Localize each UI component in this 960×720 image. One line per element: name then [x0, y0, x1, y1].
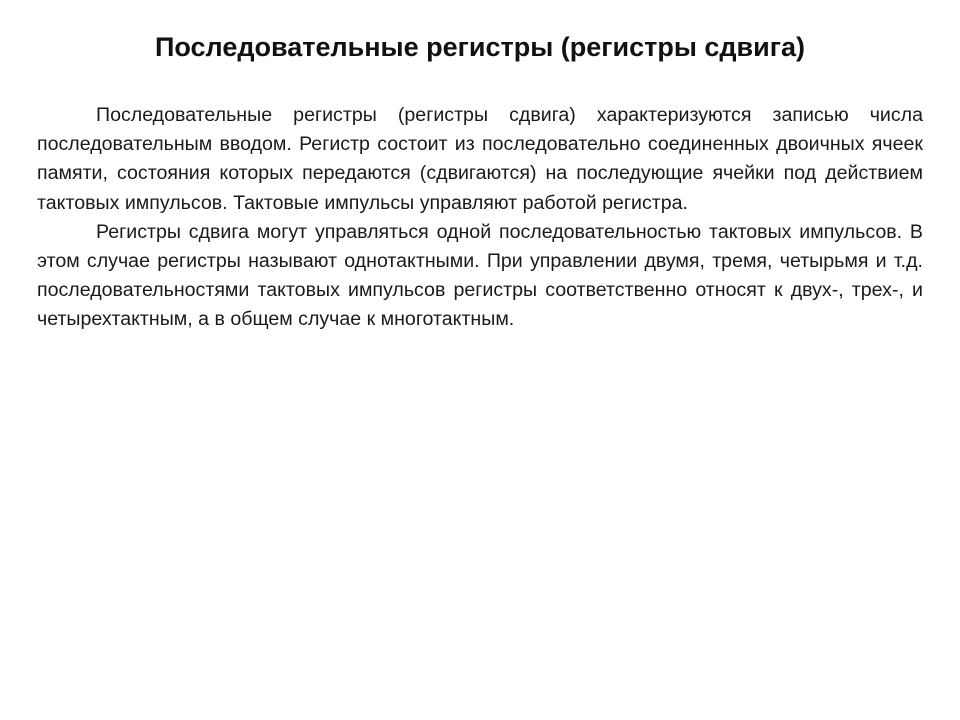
- paragraph-2: Регистры сдвига могут управляться одной последовательностью тактовых импульсов. В этом случае регистры называют однотактными. При управлении двумя, тремя, четырьмя и т.д. последовательностями тактовых импульсов регистры соответственно относят к двух-, трех-, и четырехтактным, а в общем случае к многотактным.: [37, 220, 923, 331]
- slide-body: [37, 101, 923, 335]
- slide-title: Последовательные регистры (регистры сдвига): [154, 32, 806, 62]
- paragraph-1: Последовательные регистры (регистры сдвига) характеризуются записью числа последовательным вводом. Регистр состоит из последовательно соединенных двоичных ячеек памяти, состояния которых передаются (сдвигаются) на последующие ячейки под действием тактовых импульсов. Тактовые импульсы управляют работой регистра.: [37, 104, 923, 214]
